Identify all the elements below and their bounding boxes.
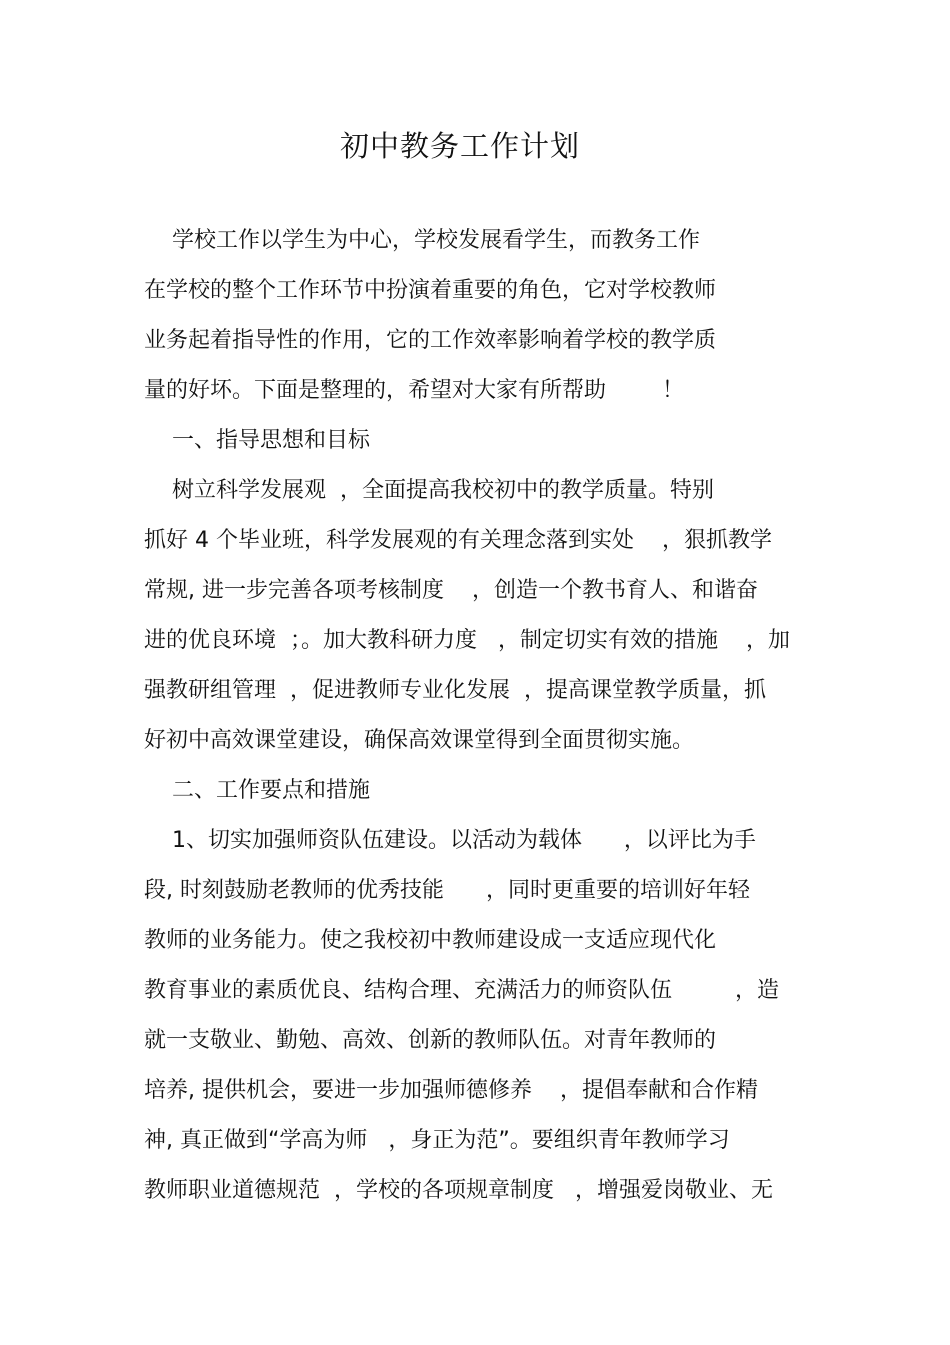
paragraph-line: 强教研组管理 ，促进教师专业化发展 ，提高课堂教学质量，抓 <box>144 678 766 703</box>
paragraph-line: 在学校的整个工作环节中扮演着重要的角色，它对学校教师 <box>144 278 717 303</box>
paragraph-line: 教师职业道德规范 ，学校的各项规章制度 ，增强爱岗敬业、无 <box>144 1178 773 1203</box>
paragraph-line: 教育事业的素质优良、结构合理、充满活力的师资队伍 ，造 <box>144 978 779 1003</box>
document-title: 初中教务工作计划 <box>339 129 580 163</box>
paragraph-line: 常规, 进一步完善各项考核制度 ，创造一个教书育人、和谐奋 <box>144 578 758 603</box>
paragraph-line: 进的优良环境 ；。加大教科研力度 ，制定切实有效的措施 ，加 <box>144 628 790 653</box>
paragraph-line: 段, 时刻鼓励老教师的优秀技能 ，同时更重要的培训好年轻 <box>144 878 750 903</box>
paragraph-line: 学校工作以学生为中心，学校发展看学生，而教务工作 <box>144 228 700 253</box>
paragraph-line: 培养, 提供机会，要进一步加强师德修养 ，提倡奉献和合作精 <box>144 1078 758 1103</box>
paragraph-line: 抓好 4 个毕业班，科学发展观的有关理念落到实处 ，狠抓教学 <box>144 528 772 553</box>
paragraph-line: 神, 真正做到“学高为师 ，身正为范”。要组织青年教师学习 <box>144 1128 730 1153</box>
paragraph-line: 树立科学发展观 ，全面提高我校初中的教学质量。特别 <box>144 478 714 503</box>
paragraph-line: 教师的业务能力。使之我校初中教师建设成一支适应现代化 <box>144 928 717 953</box>
paragraph-line: 1、切实加强师资队伍建设。以活动为载体 ，以评比为手 <box>144 828 756 853</box>
paragraph-line: 量的好坏。下面是整理的，希望对大家有所帮助 ！ <box>144 378 684 403</box>
paragraph-line: 就一支敬业、勤勉、高效、创新的教师队伍。对青年教师的 <box>144 1028 717 1053</box>
section-heading: 一、指导思想和目标 <box>144 428 370 453</box>
section-heading: 二、工作要点和措施 <box>144 778 370 803</box>
paragraph-line: 好初中高效课堂建设，确保高效课堂得到全面贯彻实施。 <box>144 728 695 753</box>
paragraph-line: 业务起着指导性的作用，它的工作效率影响着学校的教学质 <box>144 328 717 353</box>
